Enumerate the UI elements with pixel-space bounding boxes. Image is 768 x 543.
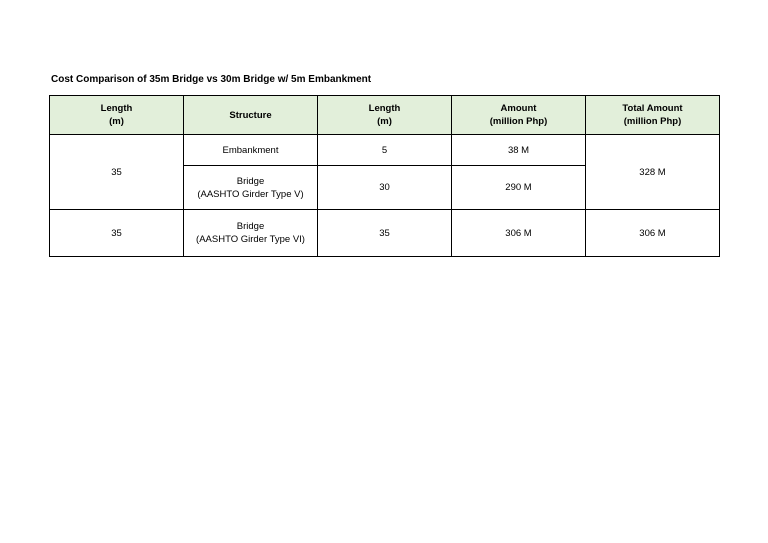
table-row — [50, 210, 720, 257]
page-title: Cost Comparison of 35m Bridge vs 30m Bridge w/ 5m Embankment — [51, 74, 372, 85]
header-segment-length: Length (m) — [318, 96, 452, 135]
header-amount: Amount (million Php) — [452, 96, 586, 135]
option2-length-cell: 35 — [50, 210, 184, 257]
structure-cell: Bridge (AASHTO Girder Type VI) — [184, 210, 318, 257]
header-structure: Structure — [184, 96, 318, 135]
header-length: Length (m) — [50, 96, 184, 135]
header-total-amount: Total Amount (million Php) — [586, 96, 720, 135]
amount-cell: 306 M — [452, 210, 586, 257]
segment-length-cell: 35 — [318, 210, 452, 257]
option2-total-cell: 306 M — [586, 210, 720, 257]
cost-comparison-table — [49, 95, 720, 257]
segment-length-cell: 5 — [318, 135, 452, 166]
option1-length-cell: 35 — [50, 135, 184, 210]
segment-length-cell: 30 — [318, 166, 452, 210]
amount-cell: 290 M — [452, 166, 586, 210]
amount-cell: 38 M — [452, 135, 586, 166]
option1-total-cell: 328 M — [586, 135, 720, 210]
structure-cell: Embankment — [184, 135, 318, 166]
table-header-row — [50, 96, 720, 135]
structure-cell: Bridge (AASHTO Girder Type V) — [184, 166, 318, 210]
table-row — [50, 135, 720, 166]
